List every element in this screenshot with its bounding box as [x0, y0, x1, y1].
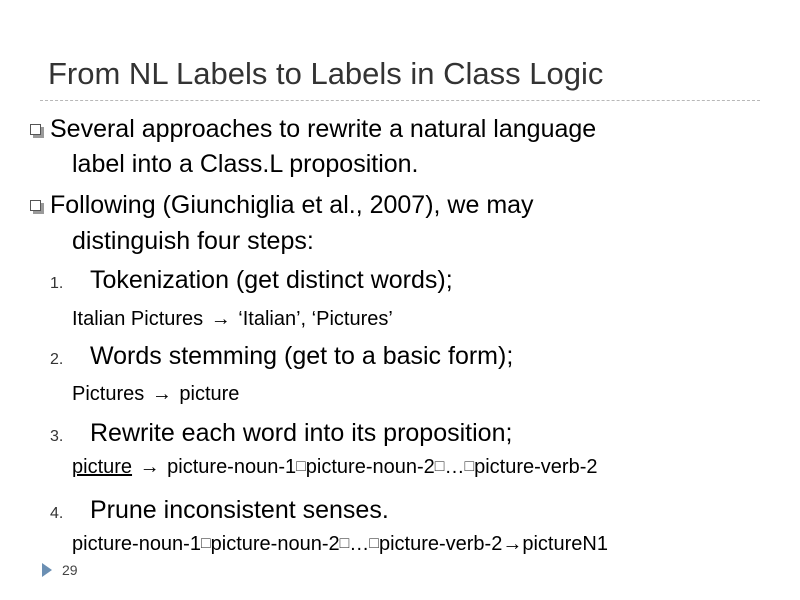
example-4: [72, 533, 608, 556]
example-3-source: picture: [72, 456, 133, 478]
placeholder-square-icon: □: [369, 535, 379, 552]
bullet-1-line-2: label into a Class.L proposition.: [72, 150, 419, 178]
example-3-sense-b: picture-noun-2: [305, 456, 435, 478]
bullet-2-line-1: Following (Giunchiglia et al., 2007), we may: [50, 191, 534, 219]
placeholder-square-icon: □: [339, 535, 350, 552]
footer-marker-icon: [42, 563, 52, 577]
placeholder-square-icon: □: [464, 458, 475, 475]
slide-title: From NL Labels to Labels in Class Logic: [48, 56, 604, 91]
placeholder-square-icon: □: [296, 458, 306, 475]
example-4-result: pictureN1: [522, 533, 608, 555]
example-1-result: ‘Italian’, ‘Pictures’: [238, 308, 393, 330]
placeholder-square-icon: □: [434, 458, 445, 475]
example-1: [72, 308, 393, 331]
example-3-sense-d: picture-verb-2: [474, 456, 598, 478]
example-3: [72, 456, 598, 479]
step-4-number: 4.: [50, 505, 64, 522]
example-1-source: Italian Pictures: [72, 308, 204, 330]
step-2-number: 2.: [50, 351, 64, 368]
placeholder-square-icon: □: [200, 535, 211, 552]
right-arrow-icon: →: [151, 383, 172, 405]
page-number: 29: [62, 562, 78, 578]
step-2-text: Words stemming (get to a basic form);: [90, 342, 514, 370]
example-4-sense-d: picture-verb-2: [378, 533, 503, 555]
bullet-1-line-1: Several approaches to rewrite a natural language: [50, 115, 597, 143]
step-3-text: Rewrite each word into its proposition;: [90, 419, 513, 447]
square-bullet-icon: [30, 200, 45, 214]
example-2: [72, 383, 239, 406]
title-divider: [40, 100, 760, 101]
example-2-source: Pictures: [72, 383, 145, 405]
right-arrow-icon: →: [139, 456, 160, 478]
example-4-ellipsis: …: [349, 533, 370, 555]
example-3-ellipsis: …: [444, 456, 465, 478]
example-2-result: picture: [179, 383, 240, 405]
step-3-number: 3.: [50, 428, 64, 445]
right-arrow-icon: →: [502, 533, 523, 555]
example-3-sense-a: picture-noun-1: [167, 456, 297, 478]
example-4-sense-a: picture-noun-1: [72, 533, 201, 555]
step-4-text: Prune inconsistent senses.: [90, 496, 389, 524]
right-arrow-icon: →: [210, 308, 231, 330]
example-4-sense-b: picture-noun-2: [210, 533, 340, 555]
square-bullet-icon: [30, 124, 45, 138]
step-1-text: Tokenization (get distinct words);: [90, 266, 453, 294]
bullet-2-line-2: distinguish four steps:: [72, 227, 314, 255]
step-1-number: 1.: [50, 275, 64, 292]
